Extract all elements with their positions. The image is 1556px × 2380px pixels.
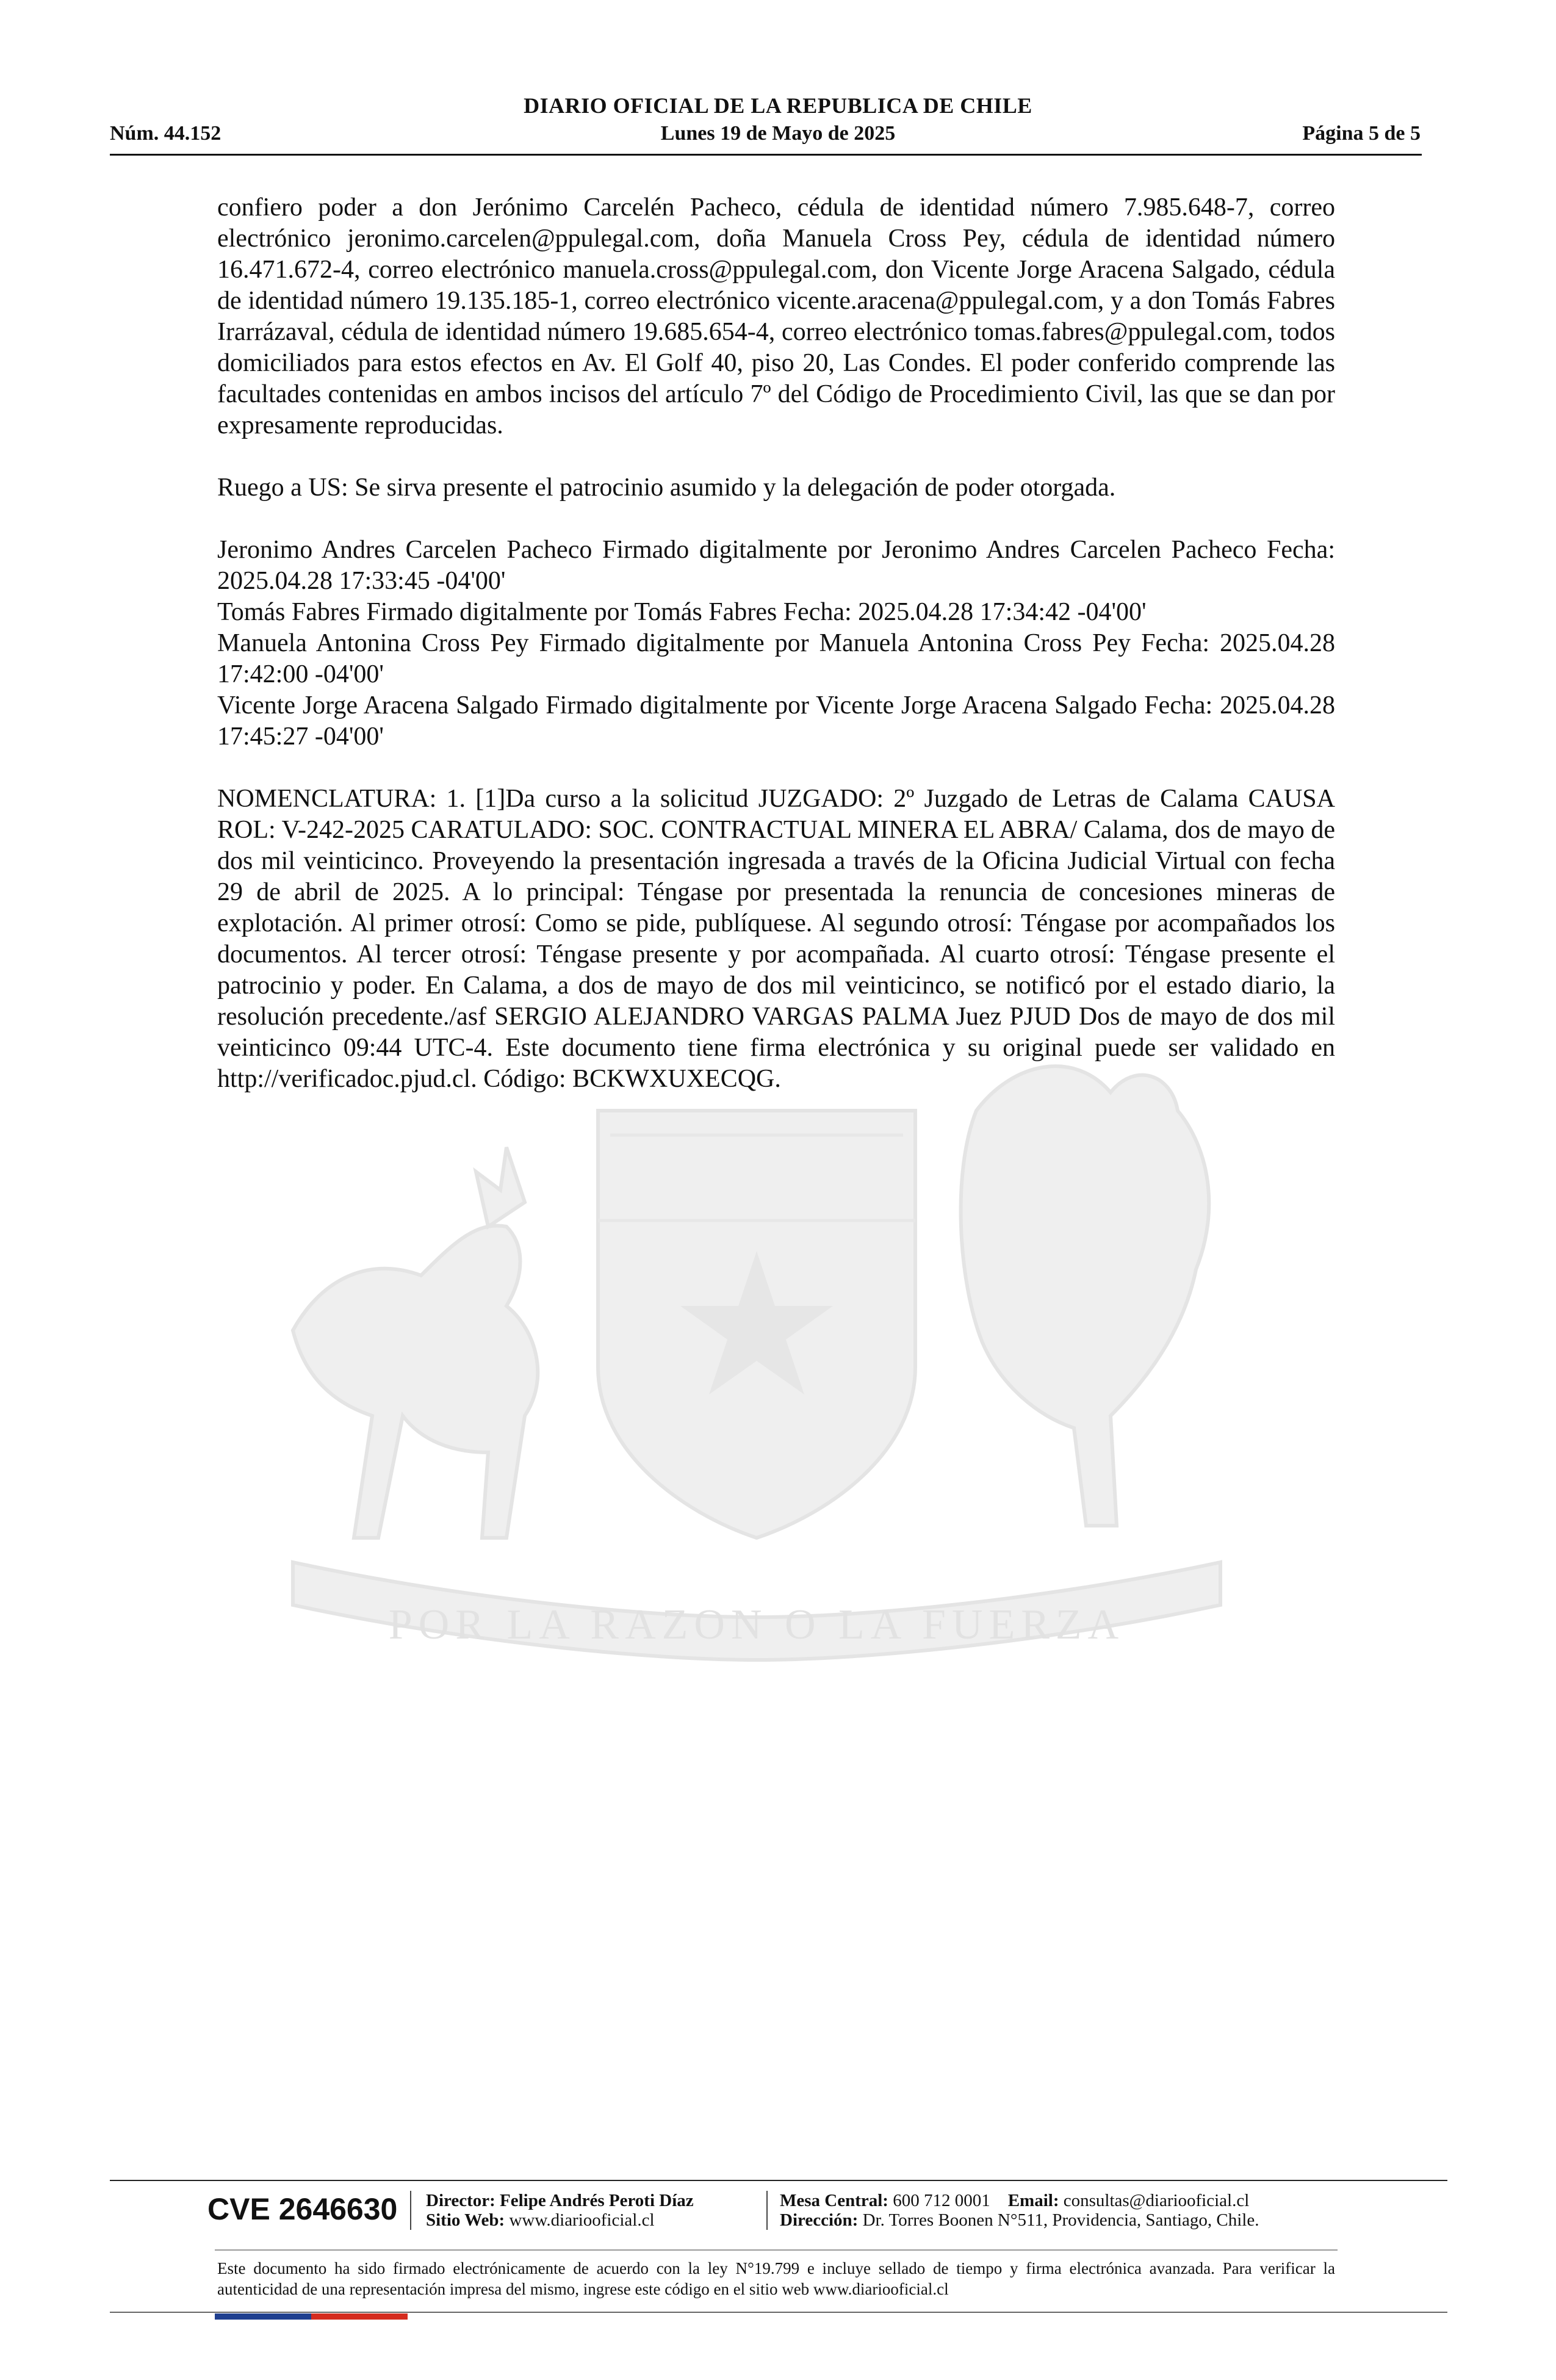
site-label: Sitio Web: — [426, 2210, 505, 2230]
footer-contact-block — [780, 2191, 1259, 2230]
power-of-attorney-paragraph: confiero poder a don Jerónimo Carcelén Pacheco, cédula de identidad número 7.985.648-7, correo electrónico jeronimo.carcelen@ppulegal.com, doña Manuela Cross Pey, cédula de identidad número 16.471.672-4, correo electrónico manuela.cross@ppulegal.com, don Vicente Jorge Aracena Salgado, cédula de identidad número 19.135.185-1, correo electrónico vicente.aracena@ppulegal.com, y a don Tomás Fabres Irarrázaval, cédula de identidad número 19.685.654-4, correo electrónico tomas.fabres@ppulegal.com, todos domiciliados para estos efectos en Av. El Golf 40, piso 20, Las Condes. El poder conferido comprende las facultades contenidas en ambos incisos del artículo 7º del Código de Procedimiento Civil, las que se dan por expresamente reproducidas. — [217, 193, 1335, 439]
address-value: Dr. Torres Boonen N°511, Providencia, Santiago, Chile. — [862, 2210, 1259, 2230]
document-body — [217, 192, 1335, 1126]
footer-director-block — [426, 2191, 694, 2230]
watermark-motto: POR LA RAZON O LA FUERZA — [388, 1601, 1125, 1648]
issue-date: Lunes 19 de Mayo de 2025 — [660, 122, 896, 145]
email-label: Email: — [1007, 2191, 1059, 2210]
site-link[interactable]: www.diariooficial.cl — [509, 2210, 655, 2230]
footer-divider-bottom — [110, 2312, 1447, 2313]
flag-blue-segment — [215, 2313, 311, 2320]
signature-line: Manuela Antonina Cross Pey Firmado digitalmente por Manuela Antonina Cross Pey Fecha: 2025.04.28 17:42:00 -04'00' — [217, 629, 1335, 688]
digital-signatures — [217, 535, 1335, 752]
request-paragraph: Ruego a US: Se sirva presente el patrocinio asumido y la delegación de poder otorgada. — [217, 474, 1116, 502]
email-link[interactable]: consultas@diariooficial.cl — [1063, 2191, 1250, 2210]
mesa-phone: 600 712 0001 — [893, 2191, 990, 2210]
footer-separator — [410, 2191, 411, 2230]
flag-red-segment — [311, 2313, 408, 2320]
signature-line: Tomás Fabres Firmado digitalmente por Tomás Fabres Fecha: 2025.04.28 17:34:42 -04'00' — [217, 598, 1147, 626]
cve-code: CVE 2646630 — [207, 2192, 398, 2226]
address-label: Dirección: — [780, 2210, 859, 2230]
director-label: Director: — [426, 2191, 495, 2210]
header-divider — [110, 154, 1422, 156]
page-indicator: Página 5 de 5 — [1302, 122, 1421, 145]
director-name: Felipe Andrés Peroti Díaz — [500, 2191, 694, 2210]
mesa-label: Mesa Central: — [780, 2191, 888, 2210]
footer-divider-top — [110, 2180, 1447, 2181]
signature-line: Jeronimo Andres Carcelen Pacheco Firmado digitalmente por Jeronimo Andres Carcelen Pacheco Fecha: 2025.04.28 17:33:45 -04'00' — [217, 536, 1335, 595]
gazette-title: DIARIO OFICIAL DE LA REPUBLICA DE CHILE — [524, 93, 1032, 118]
issue-number: Núm. 44.152 — [110, 122, 222, 145]
flag-stripe — [215, 2313, 408, 2320]
signature-line: Vicente Jorge Aracena Salgado Firmado digitalmente por Vicente Jorge Aracena Salgado Fecha: 2025.04.28 17:45:27 -04'00' — [217, 691, 1335, 751]
nomenclature-paragraph: NOMENCLATURA: 1. [1]Da curso a la solicitud JUZGADO: 2º Juzgado de Letras de Calama CAUSA ROL: V-242-2025 CARATULADO: SOC. CONTRACTUAL MINERA EL ABRA/ Calama, dos de mayo de dos mil veinticinco. Proveyendo la presentación ingresada a través de la Oficina Judicial Virtual con fecha 29 de abril de 2025. A lo principal: Téngase por presentada la renuncia de concesiones mineras de explotación. Al primer otrosí: Como se pide, publíquese. Al segundo otrosí: Téngase por acompañados los documentos. Al tercer otrosí: Téngase presente y por acompañada. Al cuarto otrosí: Téngase presente el patrocinio y poder. En Calama, a dos de mayo de dos mil veinticinco, se notificó por el estado diario, la resolución precedente./asf SERGIO ALEJANDRO VARGAS PALMA Juez PJUD Dos de mayo de dos mil veinticinco 09:44 UTC-4. Este documento tiene firma electrónica y su original puede ser validado en http://verificadoc.pjud.cl. Código: BCKWXUXECQG. — [217, 785, 1335, 1093]
legal-notice: Este documento ha sido firmado electrónicamente de acuerdo con la ley N°19.799 e incluye sellado de tiempo y firma electrónica avanzada. Para verificar la autenticidad de una representación impresa del mismo, ingrese este código en el sitio web www.diariooficial.cl — [217, 2259, 1335, 2298]
footer-divider-mid — [215, 2249, 1338, 2251]
footer-separator — [766, 2191, 768, 2230]
